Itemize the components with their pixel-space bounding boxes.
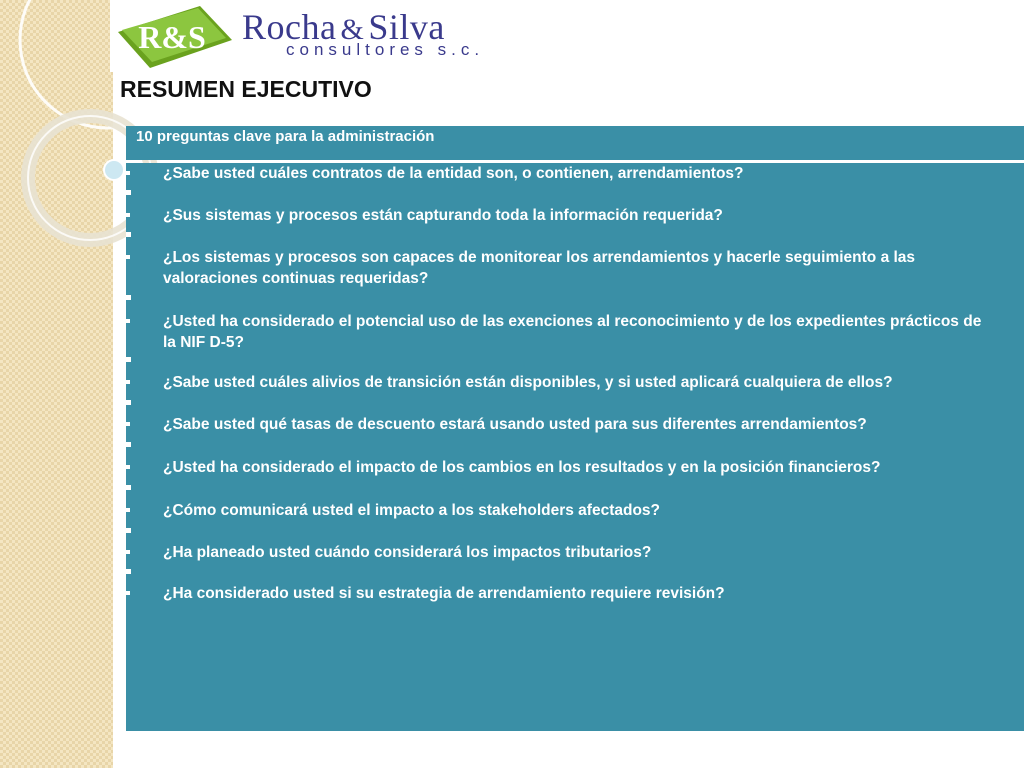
empty-bullet: [126, 357, 131, 362]
questions-box: [126, 163, 1024, 731]
table-header-text: 10 preguntas clave para la administración: [136, 128, 435, 145]
bullet-marker: [126, 213, 130, 217]
question-6: ¿Sabe usted qué tasas de descuento estará usando usted para sus diferentes arrendamientos?: [163, 416, 867, 433]
question-1: ¿Sabe usted cuáles contratos de la entidad son, o contienen, arrendamientos?: [163, 165, 744, 182]
question-7: ¿Usted ha considerado el impacto de los cambios en los resultados y en la posición financieros?: [163, 459, 881, 476]
bullet-marker: [126, 380, 130, 384]
empty-bullet: [126, 400, 131, 405]
question-2: ¿Sus sistemas y procesos están capturando toda la información requerida?: [163, 207, 723, 224]
slide-title: RESUMEN EJECUTIVO: [120, 76, 372, 102]
bullet-marker: [126, 508, 130, 512]
bullet-marker: [126, 255, 130, 259]
empty-bullet: [126, 232, 131, 237]
bullet-marker: [126, 171, 130, 175]
logo-ampersand: &: [340, 13, 365, 46]
logo-subtitle: consultores s.c.: [286, 40, 485, 59]
bullet-marker: [126, 319, 130, 323]
bullet-marker: [126, 465, 130, 469]
empty-bullet: [126, 569, 131, 574]
bullet-marker: [126, 422, 130, 426]
logo-badge-text: R&S: [138, 19, 206, 55]
empty-bullet: [126, 528, 131, 533]
question-9: ¿Ha planeado usted cuándo considerará los impactos tributarios?: [163, 544, 652, 561]
question-4: ¿Usted ha considerado el potencial uso de las exenciones al reconocimiento y de los expedientes prácticos de la NIF D-5?: [163, 313, 982, 351]
empty-bullet: [126, 295, 131, 300]
empty-bullet: [126, 190, 131, 195]
question-10: ¿Ha considerado usted si su estrategia de arrendamiento requiere revisión?: [163, 585, 725, 602]
question-8: ¿Cómo comunicará usted el impacto a los stakeholders afectados?: [163, 502, 660, 519]
empty-bullet: [126, 442, 131, 447]
company-logo: [110, 0, 530, 72]
bullet-marker: [126, 591, 130, 595]
question-5: ¿Sabe usted cuáles alivios de transición están disponibles, y si usted aplicará cualquiera de ellos?: [163, 374, 893, 391]
empty-bullet: [126, 485, 131, 490]
logo-name-part1: Rocha: [242, 7, 337, 47]
logo-badge-icon: [110, 2, 240, 72]
logo-name-part2: Silva: [368, 7, 445, 47]
bullet-marker: [126, 550, 130, 554]
question-3: ¿Los sistemas y procesos son capaces de monitorear los arrendamientos y hacerle seguimiento a las valoraciones continuas requeridas?: [163, 249, 916, 287]
table-header: [126, 126, 1024, 160]
